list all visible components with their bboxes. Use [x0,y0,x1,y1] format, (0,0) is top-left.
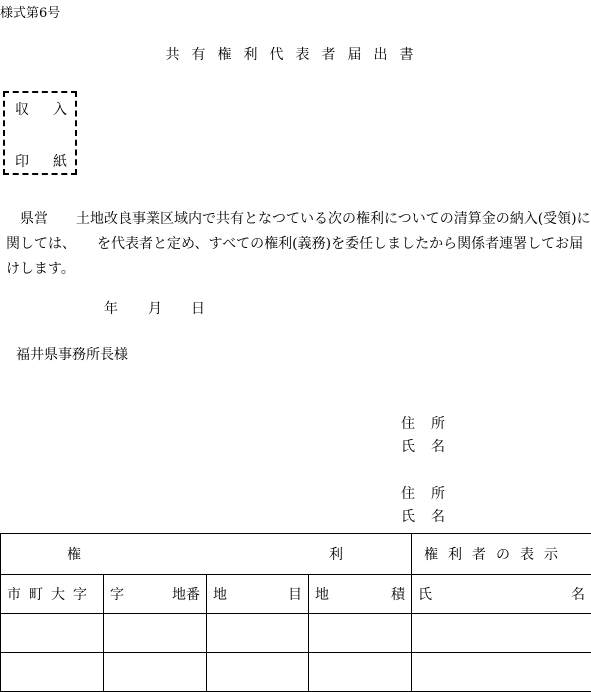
body-paragraph: 県営 土地改良事業区域内で共有となつている次の権利についての清算金の納入(受領)に関しては、 を代表者と定め、すべての権利(義務)を委任しましたから関係者連署してお届けします。 [6,211,591,277]
rights-table [0,533,591,692]
addressee: 福井県事務所長様 [16,347,128,363]
table-cell[interactable] [412,614,591,653]
table-cell[interactable] [207,653,309,692]
table-cell[interactable] [104,614,207,653]
stamp-char: 紙 [53,154,67,170]
col-land-area: 地 積 [309,575,412,614]
table-cell[interactable] [309,614,412,653]
table-subheader-row [1,575,591,614]
table-cell[interactable] [412,653,591,692]
date-month-label: 月 [148,301,162,317]
table-cell[interactable] [1,614,104,653]
address-label: 住所 [401,486,461,502]
rights-header [1,534,412,575]
rights-header-left: 権 [67,547,81,563]
address-label: 住所 [401,416,461,432]
name-label: 氏名 [401,439,461,455]
table-cell[interactable] [309,653,412,692]
table-row [1,614,591,653]
table-cell[interactable] [104,653,207,692]
stamp-char: 収 [15,102,29,118]
table-cell[interactable] [207,614,309,653]
document-title: 共有権利代表者届出書 [165,47,426,63]
date-day-label: 日 [191,301,205,317]
col-land-category: 地 目 [207,575,309,614]
table-header-row [1,534,591,575]
col-aza-lot: 字 地番 [104,575,207,614]
table-row [1,653,591,692]
rights-header-right: 利 [329,547,343,563]
revenue-stamp-box [3,91,77,175]
stamp-char: 印 [15,154,29,170]
col-holder-name: 氏 名 [412,575,591,614]
table-cell[interactable] [1,653,104,692]
name-label: 氏名 [401,509,461,525]
col-municipality: 市町大字 [1,575,104,614]
stamp-char: 入 [53,102,67,118]
holder-header: 権利者の表示 [412,534,591,575]
date-year-label: 年 [104,301,118,317]
form-number: 様式第6号 [0,6,61,21]
